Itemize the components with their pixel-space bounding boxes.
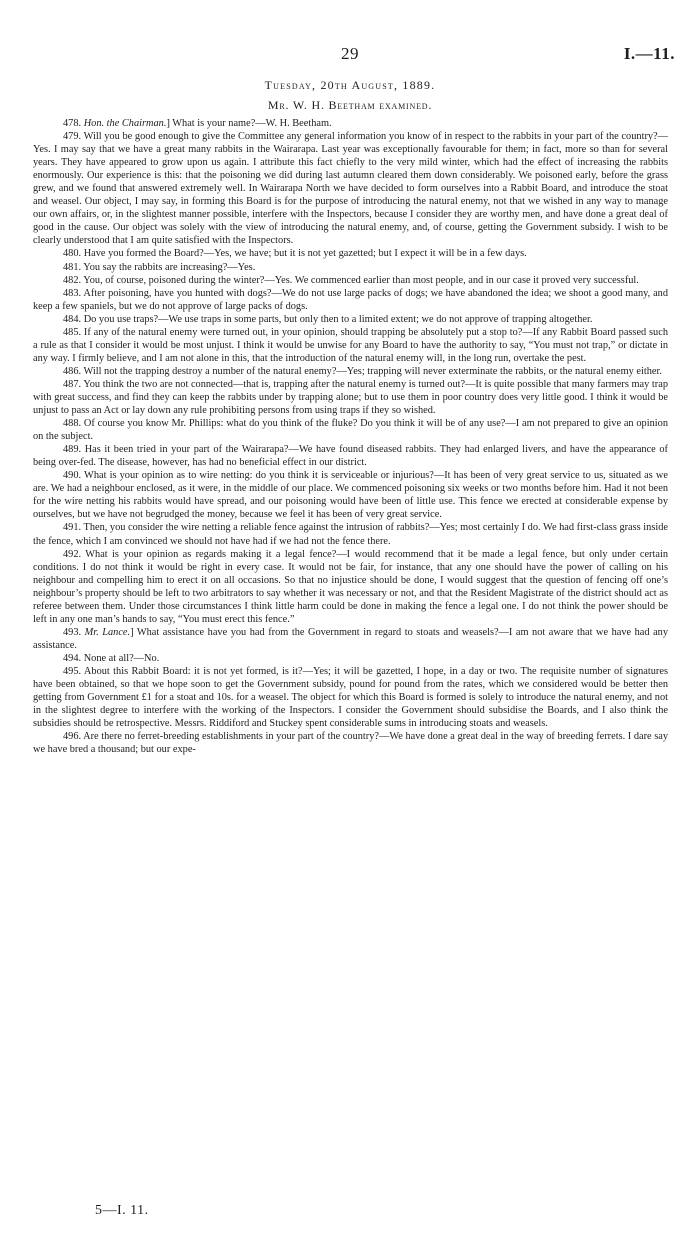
paragraph-text: 496. Are there no ferret-breeding establishments in your part of the country?—We have done a great deal in the way of breeding ferrets. I dare say we have bred a thousand; but our expe- [33,731,668,756]
paragraph-text: 478. [63,118,84,129]
testimony-paragraph [33,730,668,756]
testimony-paragraph [33,247,668,260]
paragraph-text: 483. After poisoning, have you hunted with dogs?—We do not use large packs of dogs; we have abandoned the idea; we shoot a good many, and keep a few spaniels, but we do not approve of large packs of dogs. [33,287,668,312]
speaker-name: Hon. the Chairman. [83,118,167,129]
testimony-paragraph [33,665,668,730]
paragraph-text: 494. None at all?—No. [63,652,160,664]
witness-line: Mr. W. H. Beetham examined. [267,98,433,112]
paragraph-text: 486. Will not the trapping destroy a number of the natural enemy?—Yes; trapping will never exterminate the rabbits, or the natural enemy either. [63,365,662,377]
testimony-paragraph [33,521,668,547]
testimony-paragraph [33,443,668,469]
testimony-paragraph [33,130,668,247]
page-number: 29 [341,44,359,63]
testimony-paragraph [33,417,668,443]
testimony-paragraph [33,378,668,417]
paragraph-text: 485. If any of the natural enemy were turned out, in your opinion, should trapping be absolutely put a stop to?—If any Rabbit Board passed such a rule as that I consider it would be most unjust. I think it would be unwise for any Board to have the authority to say, “You must not trap,” or dictate in any way. I firmly believe, and I am not alone in this, that the introduction of the natural enemy will, in the long run, overtake the pest. [33,326,668,364]
testimony-paragraph [33,287,668,313]
testimony-paragraph [33,548,668,626]
paragraph-text: ] What is your name?—W. H. Beetham. [166,118,332,129]
paragraph-text: 484. Do you use traps?—We use traps in some parts, but only then to a limited extent; we do not approve of trapping altogether. [63,313,593,325]
paragraph-text: 490. What is your opinion as to wire netting: do you think it is serviceable or injurious?—It has been of very great service to us, situated as we are. We had a neighbour enclosed, as it were, in the middle of our place. We commenced poisoning six weeks or two months before him. Had it not been for the wire netting his rabbits would have spread, and our poisoning would have been of little use. This fence we erected at considerable expense by ourselves, but we have not begrudged the money, because we feel it has been of very great service. [33,470,668,521]
testimony-body [33,117,668,756]
testimony-paragraph [33,313,668,326]
paragraph-text: 493. [63,626,85,638]
paragraph-text: 495. About this Rabbit Board: it is not yet formed, is it?—Yes; it will be gazetted, I hope, in a day or two. The requisite number of signatures have been obtained, so that we hope soon to get the Government subsidy, pound for pound from the rates, which we considered would be better then getting from Government £1 for a stoat and 10s. for a weasel. The object for which this Board is formed is solely to introduce the natural enemy, and not in the slightest degree to interfere with the working of the Inspectors. I consider the Government should subsidise the Boards, and I also think the subsidies should be retrospective. Messrs. Riddiford and Stuckey spent considerable sums in introducing stoats and weasels. [33,665,668,730]
testimony-paragraph [33,365,668,378]
paragraph-text: 481. You say the rabbits are increasing?—Yes. [63,261,256,273]
paragraph-text: 491. Then, you consider the wire netting a reliable fence against the intrusion of rabbits?—Yes; most certainly I do. We had first-class grass inside the fence, which I am convinced we should not have had if we had not the fence there. [33,522,668,547]
paragraph-text: 489. Has it been tried in your part of the Wairarapa?—We have found diseased rabbits. They had enlarged livers, and have the appearance of being over-fed. The disease, however, has had no beneficial effect in our district. [33,444,668,469]
paragraph-text: 482. You, of course, poisoned during the winter?—Yes. We commenced earlier than most people, and in our case it proved very successful. [63,274,639,286]
paragraph-text: 487. You think the two are not connected—that is, trapping after the natural enemy is turned out?—It is quite possible that many farmers may trap with great success, and find they can keep the rabbits under by trapping alone; but to use them in poor country does very little good. I think it would be unjust to pass an Act or lay down any rule prohibiting persons from using traps if they so wished. [33,378,668,417]
testimony-paragraph [33,274,668,287]
testimony-paragraph [33,261,668,274]
document-reference: I.—11. [623,44,675,63]
testimony-paragraph [33,469,668,521]
testimony-paragraph [33,117,668,130]
paragraph-text: 479. Will you be good enough to give the Committee any general information you know of in respect to the rabbits in your part of the country?—Yes. I may say that we have a great many rabbits in the Wairarapa. Last year was exceptionally favourable for them; in fact, more so than for several years. They have appeared to grow upon us again. I attribute this fact chiefly to the very mild winter, which had the effect of increasing the rabbits enormously. Our experience is this: that the poisoning we did during last autumn cleared them down considerably. We poisoned early, before the grass grew, and we found that answered extremely well. In Wairarapa North we have decided to form ourselves into a Rabbit Board, and introduce the stoat and weasel. Our object, I may say, in forming this Board is for the purpose of introducing the natural enemy, not that we wished in any way to manage our own affairs, or, in the slightest manner possible, interfere with the Inspectors, because I consider they are worthy men, and have done a great deal of good in the cause. Our object was solely with the view of introducing the natural enemy, and, of course, getting the Government subsidy. I wish to be clearly understood that I am quite satisfied with the Inspectors. [33,131,668,247]
paragraph-text: ] What assistance have you had from the Government in regard to stoats and weasels?—I am not aware that we have had any assistance. [33,626,669,651]
session-date: Tuesday, 20th August, 1889. [264,78,436,92]
paragraph-text: 492. What is your opinion as regards making it a legal fence?—I would recommend that it be made a legal fence, but only under certain conditions. I do not think it would be right in every case. It would not be fair, for instance, that any one should have the power of calling on his neighbour and compelling him to erect it on all occasions. So that no injustice should be done, I would suggest that the question of fencing off one’s neighbour’s property should be left to two arbitrators to say whether it was necessary or not, and that the Resident Magistrate of the district should act as referee between them. Under those circumstances I think little harm could be done in making the fence a legal one. I do not think the power should be left in any one man’s hands to say, “You must erect this fence.” [33,548,668,625]
testimony-paragraph [33,652,668,665]
sheet-reference: 5—I. 11. [95,1203,149,1218]
testimony-paragraph [33,326,668,365]
speaker-name: Mr. Lance. [84,626,131,638]
paragraph-text: 480. Have you formed the Board?—Yes, we have; but it is not yet gazetted; but I expect it will be in a few days. [63,248,527,260]
testimony-paragraph [33,626,668,652]
paragraph-text: 488. Of course you know Mr. Phillips: what do you think of the fluke? Do you think it will be of any use?—I am not prepared to give an opinion on the subject. [33,418,668,443]
session-header [0,76,700,115]
